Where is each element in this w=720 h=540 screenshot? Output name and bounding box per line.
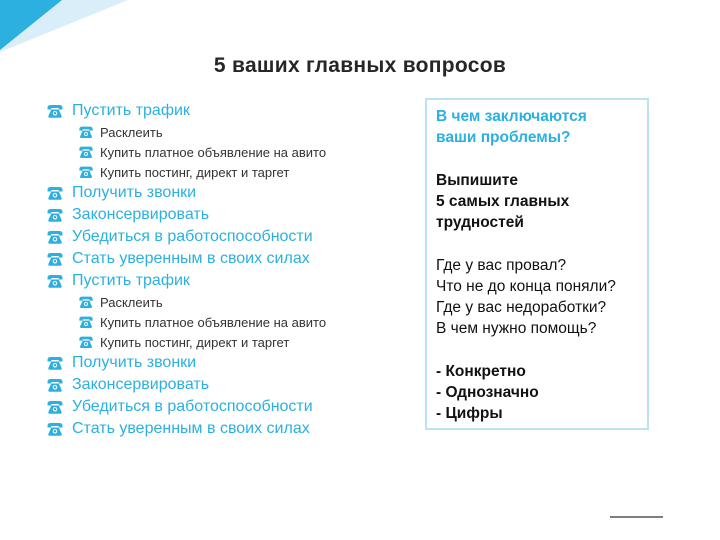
list-item-text: Убедиться в работоспособности — [72, 228, 313, 245]
telephone-icon — [46, 251, 64, 267]
sub-list-item — [46, 292, 416, 312]
questions-panel — [425, 98, 649, 430]
telephone-icon — [46, 377, 64, 393]
list-item-text: Стать уверенным в своих силах — [72, 420, 310, 437]
list-item — [46, 396, 416, 418]
panel-criterion: - Конкретно — [436, 363, 526, 380]
panel-criterion: - Цифры — [436, 405, 503, 422]
list-item-text: Расклеить — [100, 294, 163, 310]
list-item — [46, 226, 416, 248]
list-item — [46, 182, 416, 204]
list-item — [46, 204, 416, 226]
telephone-icon — [46, 273, 64, 289]
list-item-text: Купить постинг, директ и таргет — [100, 334, 290, 350]
bullet-list — [46, 100, 416, 440]
corner-decoration — [0, 0, 130, 60]
list-item — [46, 352, 416, 374]
telephone-icon — [46, 103, 64, 119]
panel-question: Где у вас недоработки? — [436, 299, 607, 316]
list-item — [46, 248, 416, 270]
panel-question: Где у вас провал? — [436, 257, 567, 274]
panel-questions — [436, 255, 639, 339]
panel-question: В чем нужно помощь? — [436, 320, 597, 337]
telephone-icon — [78, 335, 94, 349]
panel-task-line: Выпишите — [436, 172, 518, 189]
sub-list-item — [46, 162, 416, 182]
telephone-icon — [46, 229, 64, 245]
panel-task — [436, 170, 639, 233]
list-item-text: Пустить трафик — [72, 272, 190, 289]
panel-task-line: трудностей — [436, 214, 524, 231]
list-item-text: Купить постинг, директ и таргет — [100, 164, 290, 180]
list-item-text: Получить звонки — [72, 354, 197, 371]
list-item-text: Получить звонки — [72, 184, 197, 201]
list-item-text: Стать уверенным в своих силах — [72, 250, 310, 267]
telephone-icon — [78, 125, 94, 139]
list-item — [46, 100, 416, 122]
panel-heading-line: ваши проблемы? — [436, 129, 571, 146]
telephone-icon — [46, 355, 64, 371]
telephone-icon — [78, 315, 94, 329]
list-item-text: Законсервировать — [72, 376, 210, 393]
telephone-icon — [46, 399, 64, 415]
panel-heading — [436, 106, 639, 148]
panel-heading-line: В чем заключаются — [436, 108, 587, 125]
list-item-text: Купить платное объявление на авито — [100, 314, 327, 330]
telephone-icon — [46, 207, 64, 223]
list-item-text: Расклеить — [100, 124, 163, 140]
panel-criterion: - Однозначно — [436, 384, 539, 401]
panel-task-line: 5 самых главных — [436, 193, 570, 210]
panel-criteria — [436, 361, 639, 424]
panel-question: Что не до конца поняли? — [436, 278, 616, 295]
list-item-text: Законсервировать — [72, 206, 210, 223]
telephone-icon — [46, 421, 64, 437]
footer-divider — [610, 516, 663, 518]
page-title: 5 ваших главных вопросов — [213, 54, 507, 77]
sub-list-item — [46, 332, 416, 352]
telephone-icon — [78, 145, 94, 159]
sub-list-item — [46, 122, 416, 142]
sub-list-item — [46, 312, 416, 332]
telephone-icon — [46, 185, 64, 201]
list-item-text: Убедиться в работоспособности — [72, 398, 313, 415]
list-item-text: Купить платное объявление на авито — [100, 144, 327, 160]
list-item — [46, 374, 416, 396]
telephone-icon — [78, 165, 94, 179]
list-item — [46, 270, 416, 292]
telephone-icon — [78, 295, 94, 309]
list-item-text: Пустить трафик — [72, 102, 190, 119]
sub-list-item — [46, 142, 416, 162]
list-item — [46, 418, 416, 440]
